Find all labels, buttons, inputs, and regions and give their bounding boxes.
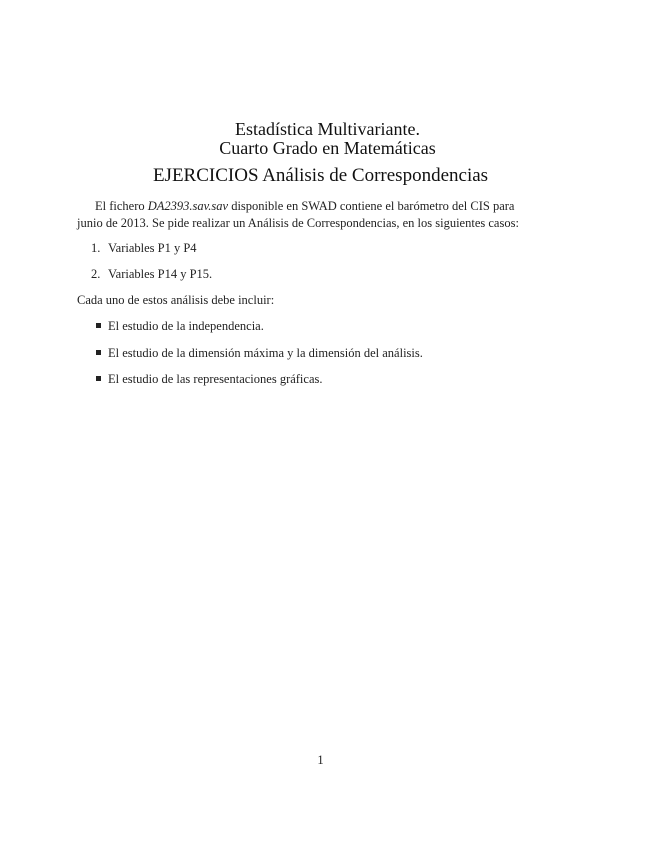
- bullet-icon: [96, 350, 101, 355]
- list-item: [96, 371, 323, 387]
- intro-suffix: disponible en SWAD contiene el barómetro del CIS para: [228, 199, 515, 213]
- list-item-number: 2.: [91, 267, 101, 281]
- title-line-degree: Cuarto Grado en Matemáticas: [219, 138, 436, 158]
- list-item-text: El estudio de la independencia.: [108, 319, 264, 333]
- list-item-text: Variables P14 y P15.: [108, 267, 213, 281]
- title-line-course: Estadística Multivariante.: [235, 119, 420, 139]
- list-item: [96, 345, 423, 361]
- intro-line-1: [77, 198, 577, 215]
- section-heading: EJERCICIOS Análisis de Correspondencias: [152, 165, 489, 186]
- list-item: [91, 240, 197, 256]
- list-item-text: Variables P1 y P4: [108, 241, 197, 255]
- bullet-icon: [96, 323, 101, 328]
- intro-paragraph: [77, 198, 577, 232]
- requirements-lead: Cada uno de estos análisis debe incluir:: [77, 293, 275, 307]
- list-item-text: El estudio de las representaciones gráficas.: [108, 372, 323, 386]
- list-item: [96, 318, 264, 334]
- intro-prefix: El fichero: [95, 199, 148, 213]
- intro-filename: DA2393.sav.sav: [147, 199, 229, 213]
- document-title: [0, 120, 655, 158]
- list-item-text: El estudio de la dimensión máxima y la dimensión del análisis.: [108, 346, 423, 360]
- intro-line-2: junio de 2013. Se pide realizar un Análisis de Correspondencias, en los siguientes casos:: [77, 216, 519, 230]
- list-item-number: 1.: [91, 241, 101, 255]
- bullet-icon: [96, 376, 101, 381]
- list-item: [91, 266, 212, 282]
- page-number: 1: [317, 753, 324, 767]
